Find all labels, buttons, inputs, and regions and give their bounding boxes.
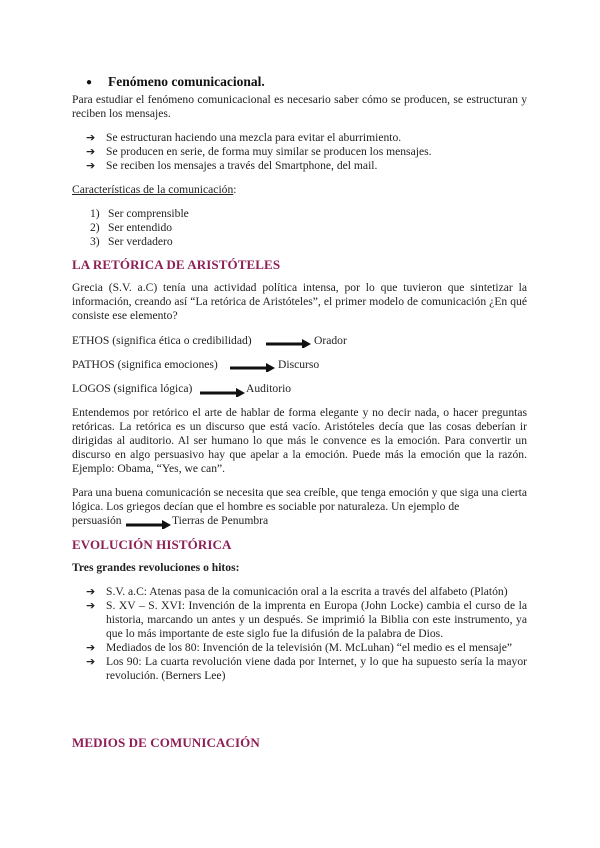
list-item: ➔ Se reciben los mensajes a través del Smartphone, del mail. (86, 159, 378, 172)
arrow-icon: ➔ (86, 641, 96, 654)
list-item: ➔ Se producen en serie, de forma muy similar se producen los mensajes. (86, 145, 432, 158)
list-item: ➔ Mediados de los 80: Invención de la televisión (M. McLuhan) “el medio es el mensaje” (86, 641, 512, 654)
grecia-paragraph: Grecia (S.V. a.C) tenía una actividad política intensa, por lo que tuvieron que sintetizar la información, creando así “La retórica de Aristóteles”, el primer modelo de comunicación ¿En qué consiste ese elemento? (72, 281, 527, 322)
tres-grandes-subtitle: Tres grandes revoluciones o hitos: (72, 561, 240, 574)
caracteristicas-title: Características de la comunicación: (72, 183, 237, 196)
pathos-result: Discurso (278, 358, 320, 371)
ethos-row: ETHOS (significa ética o credibilidad) (72, 334, 252, 347)
logos-result: Auditorio (246, 382, 292, 395)
list-item: ➔ Se estructuran haciendo una mezcla para evitar el aburrimiento. (86, 131, 402, 144)
long-arrow-icon (126, 517, 172, 529)
list-item: 2) Ser entendido (90, 221, 173, 234)
intro-paragraph: Para estudiar el fenómeno comunicacional es necesario saber cómo se producen, se estructuran y reciben los mensajes. (72, 93, 527, 120)
pathos-row: PATHOS (significa emociones) (72, 358, 218, 371)
arrow-list-mensajes (86, 131, 527, 173)
long-arrow-icon (200, 385, 246, 397)
bullet-icon: ● (86, 77, 93, 88)
buena-comunicacion-paragraph: Para una buena comunicación se necesita que sea creíble, que tenga emoción y que siga una cierta lógica. Los griegos decían que el hombre es sociable por naturaleza. Un ejemplo de (72, 486, 527, 513)
heading-medios: MEDIOS DE COMUNICACIÓN (72, 735, 260, 750)
long-arrow-icon (266, 336, 312, 348)
list-item: ➔ S. XV – S. XVI: Invención de la imprenta en Europa (John Locke) cambia el curso de la historia, marcando un antes y un después. Se imprimió la Biblia con este instrumento, ya que lo más importante de este siglo fue la difusión de la palabra de Dios. (86, 599, 527, 640)
heading-retorica: LA RETÓRICA DE ARISTÓTELES (72, 257, 281, 272)
arrow-icon: ➔ (86, 599, 96, 612)
arrow-icon: ➔ (86, 145, 96, 158)
arrow-icon: ➔ (86, 131, 96, 144)
persuasion-result: Tierras de Penumbra (172, 514, 269, 527)
list-item: ➔ S.V. a.C: Atenas pasa de la comunicación oral a la escrita a través del alfabeto (Platón) (86, 585, 508, 598)
ethos-result: Orador (314, 334, 347, 347)
arrow-icon: ➔ (86, 655, 96, 668)
entendemos-paragraph: Entendemos por retórico el arte de hablar de forma elegante y no decir nada, o hacer preguntas retóricas. La retórica es un discurso que está vacío. Aristóteles decía que las cosas deberían ir dirigidas al auditorio. Al ser humano lo que más le convence es la emoción. Para convertir un discurso en algo persuasivo hay que apelar a la emoción. Puede más la emoción que la razón. Ejemplo: Obama, “Yes, we can”. (72, 406, 527, 475)
long-arrow-icon (230, 360, 276, 372)
arrow-icon: ➔ (86, 159, 96, 172)
persuasion-term: persuasión (72, 514, 122, 527)
logos-row: LOGOS (significa lógica) (72, 382, 193, 395)
list-item: 3) Ser verdadero (90, 235, 173, 248)
section-title-fenomeno: ● Fenómeno comunicacional. (86, 74, 265, 89)
heading-evolucion: EVOLUCIÓN HISTÓRICA (72, 537, 232, 552)
arrow-icon: ➔ (86, 585, 96, 598)
list-item: ➔ Los 90: La cuarta revolución viene dada por Internet, y lo que ha supuesto sería la mayor revolución. (Berners Lee) (86, 655, 527, 682)
numbered-list-caracteristicas (90, 207, 189, 249)
list-item: 1) Ser comprensible (90, 207, 189, 220)
arrow-list-revoluciones (86, 585, 527, 683)
